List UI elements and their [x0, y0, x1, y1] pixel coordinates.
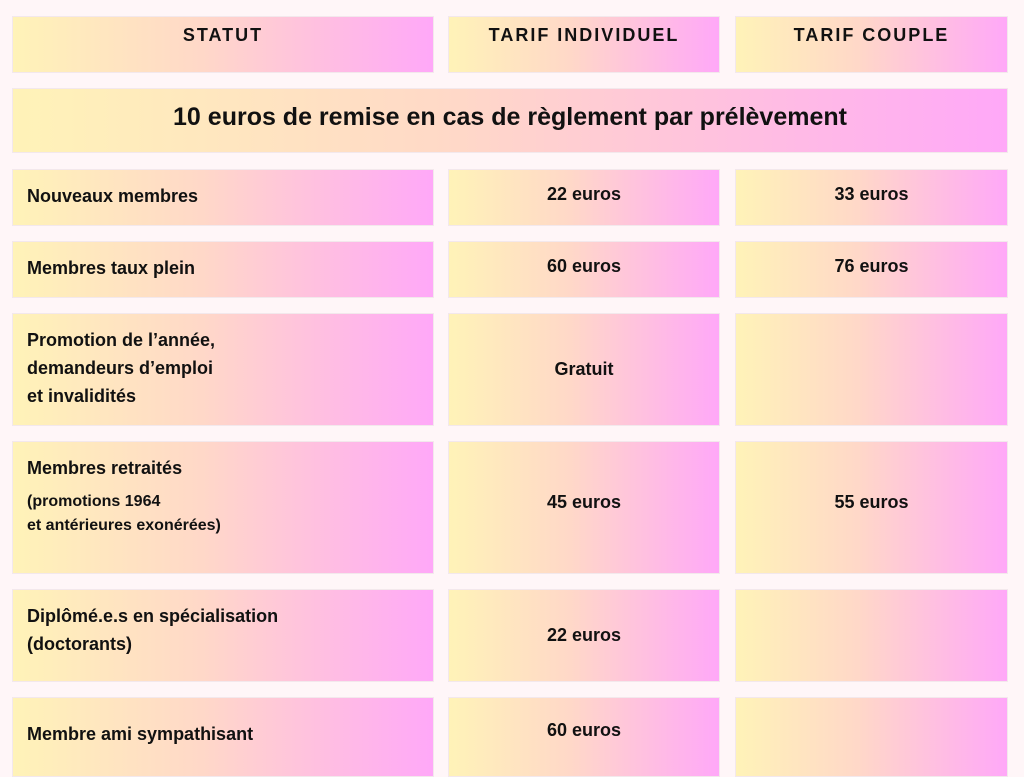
statut-line: Membre ami sympathisant: [27, 724, 254, 744]
row-individuel-diplomes: 22 euros: [448, 589, 720, 682]
statut-note: [27, 490, 419, 538]
row-couple-retraites: 55 euros: [735, 441, 1008, 574]
row-individuel-ami-sympathisant: 60 euros: [448, 697, 720, 777]
row-individuel-taux-plein: 60 euros: [448, 241, 720, 298]
statut-line: Promotion de l’année,: [27, 330, 216, 350]
row-statut-promotion: [12, 313, 434, 426]
row-individuel-nouveaux-membres: 22 euros: [448, 169, 720, 226]
row-statut-diplomes: [12, 589, 434, 682]
row-statut-retraites: [12, 441, 434, 574]
row-couple-promotion: [735, 313, 1008, 426]
row-statut-nouveaux-membres: [12, 169, 434, 226]
row-individuel-retraites: 45 euros: [448, 441, 720, 574]
statut-line: Diplômé.e.s en spécialisation: [27, 606, 279, 626]
header-statut: STATUT: [12, 16, 434, 73]
row-couple-nouveaux-membres: 33 euros: [735, 169, 1008, 226]
discount-banner: 10 euros de remise en cas de règlement par prélèvement: [12, 88, 1008, 153]
row-statut-ami-sympathisant: [12, 697, 434, 777]
note-line: et antérieures exonérées): [27, 517, 221, 534]
row-couple-taux-plein: 76 euros: [735, 241, 1008, 298]
note-line: (promotions 1964: [27, 493, 161, 510]
header-tarif-couple: TARIF COUPLE: [735, 16, 1008, 73]
row-statut-taux-plein: [12, 241, 434, 298]
statut-line: et invalidités: [27, 386, 137, 406]
statut-line: (doctorants): [27, 634, 132, 654]
statut-line: Membres retraités: [27, 458, 183, 478]
row-individuel-promotion: Gratuit: [448, 313, 720, 426]
row-couple-diplomes: [735, 589, 1008, 682]
statut-line: demandeurs d’emploi: [27, 358, 214, 378]
statut-line: Membres taux plein: [27, 258, 196, 278]
statut-line: Nouveaux membres: [27, 186, 199, 206]
header-tarif-individuel: TARIF INDIVIDUEL: [448, 16, 720, 73]
row-couple-ami-sympathisant: [735, 697, 1008, 777]
